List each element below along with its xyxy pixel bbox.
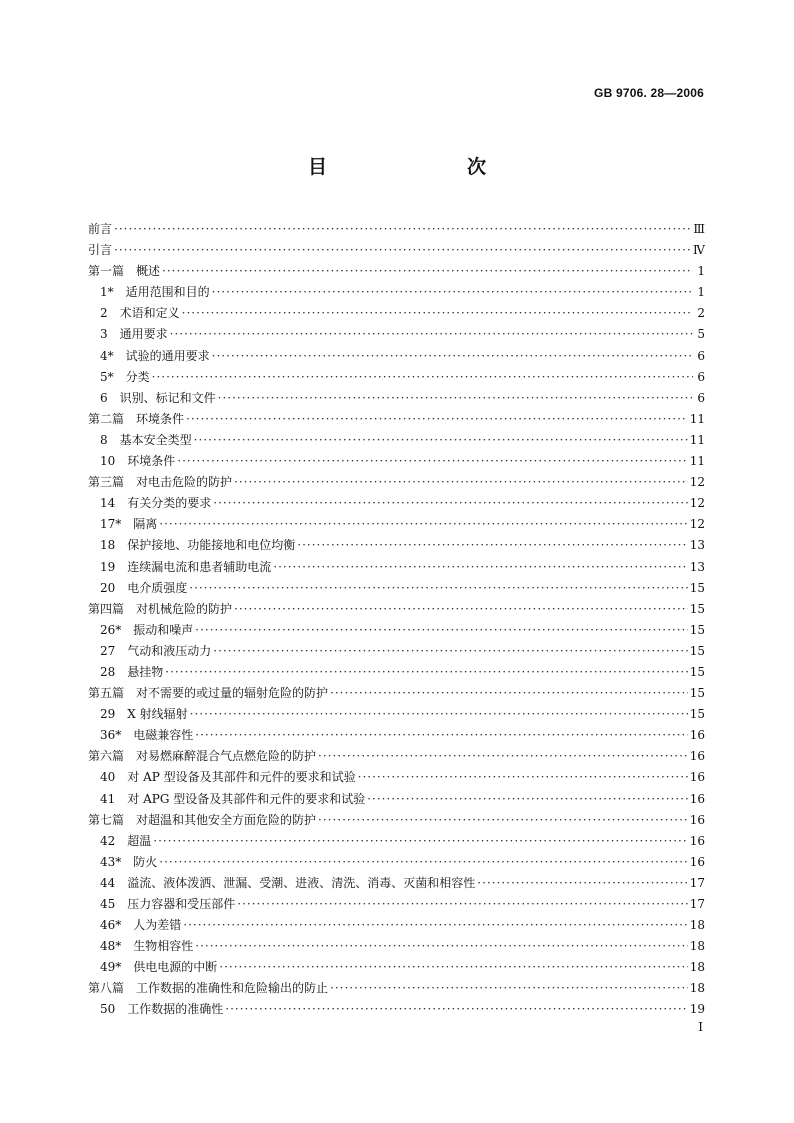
toc-leader-dots <box>189 578 687 599</box>
toc-entry-label: 17* 隔离 <box>100 517 158 532</box>
toc-entry-label: 8 基本安全类型 <box>100 432 192 447</box>
toc-entry-page: 6 <box>697 390 705 405</box>
toc-entry-label: 29 X 射线辐射 <box>100 707 188 722</box>
toc-leader-dots <box>225 999 687 1020</box>
toc-leader-dots <box>318 746 688 767</box>
toc-entry-label: 45 压力容器和受压部件 <box>100 897 236 911</box>
table-of-contents <box>88 219 705 1021</box>
toc-entry-page: 19 <box>689 1002 705 1017</box>
toc-entry-page: 2 <box>697 306 705 321</box>
toc-entry-label: 2 术语和定义 <box>100 306 180 321</box>
toc-entry[interactable] <box>88 894 705 915</box>
toc-entry[interactable] <box>88 704 705 725</box>
toc-leader-dots <box>218 388 693 409</box>
toc-entry-page: 17 <box>689 897 705 911</box>
toc-entry-page: 15 <box>689 580 705 595</box>
toc-entry-page: 18 <box>689 939 705 954</box>
toc-leader-dots <box>297 535 687 556</box>
toc-leader-dots <box>165 662 687 683</box>
toc-entry-page: 17 <box>689 875 705 890</box>
toc-entry[interactable] <box>88 957 705 978</box>
toc-entry[interactable] <box>88 767 705 788</box>
toc-entry-label: 18 保护接地、功能接地和电位均衡 <box>100 538 296 553</box>
toc-leader-dots <box>358 767 688 788</box>
toc-leader-dots <box>159 514 687 535</box>
toc-entry[interactable] <box>88 557 705 578</box>
toc-leader-dots <box>195 620 687 641</box>
toc-entry[interactable] <box>88 535 705 556</box>
toc-entry[interactable] <box>88 303 705 324</box>
toc-leader-dots <box>367 789 687 810</box>
toc-leader-dots <box>477 873 687 894</box>
toc-entry[interactable] <box>88 282 705 303</box>
toc-entry-page: 1 <box>697 264 705 279</box>
toc-entry-page: 6 <box>697 348 705 363</box>
toc-entry[interactable] <box>88 789 705 810</box>
toc-entry[interactable] <box>88 388 705 409</box>
toc-entry-page: 11 <box>689 411 705 426</box>
toc-entry-label: 第七篇 对超温和其他安全方面危险的防护 <box>88 812 317 827</box>
toc-leader-dots <box>234 472 688 493</box>
toc-entry[interactable] <box>88 936 705 957</box>
page-title: 目 次 <box>307 156 520 178</box>
toc-entry[interactable] <box>88 324 705 345</box>
toc-entry[interactable] <box>88 430 705 451</box>
toc-entry[interactable] <box>88 873 705 894</box>
toc-entry-page: 16 <box>689 749 705 764</box>
toc-entry[interactable] <box>88 493 705 514</box>
toc-entry-label: 4* 试验的通用要求 <box>100 348 210 363</box>
toc-entry-label: 1* 适用范围和目的 <box>100 285 210 300</box>
toc-leader-dots <box>186 409 688 430</box>
toc-entry[interactable] <box>88 915 705 936</box>
toc-leader-dots <box>195 725 687 746</box>
toc-entry-label: 第三篇 对电击危险的防护 <box>88 475 233 490</box>
toc-entry-page: 11 <box>689 454 705 469</box>
standard-code: GB 9706. 28—2006 <box>594 86 704 100</box>
toc-entry[interactable] <box>88 999 705 1020</box>
toc-entry[interactable] <box>88 514 705 535</box>
toc-entry[interactable] <box>88 831 705 852</box>
toc-entry-label: 26* 振动和噪声 <box>100 622 194 637</box>
toc-entry-label: 27 气动和液压动力 <box>100 643 212 658</box>
toc-entry-page: 18 <box>689 981 705 996</box>
toc-entry-label: 49* 供电电源的中断 <box>100 960 218 975</box>
toc-entry-page: 13 <box>689 559 705 574</box>
toc-entry-page: 15 <box>689 707 705 722</box>
toc-leader-dots <box>114 240 691 261</box>
toc-entry[interactable] <box>88 810 705 831</box>
toc-leader-dots <box>212 282 693 303</box>
toc-leader-dots <box>177 451 687 472</box>
toc-entry[interactable] <box>88 578 705 599</box>
toc-entry-page: 12 <box>689 496 705 511</box>
toc-entry-label: 14 有关分类的要求 <box>100 496 212 511</box>
toc-entry-page: 16 <box>689 812 705 827</box>
toc-entry-page: Ⅳ <box>693 243 705 258</box>
toc-leader-dots <box>195 936 687 957</box>
toc-leader-dots <box>194 430 688 451</box>
toc-entry-label: 第五篇 对不需要的或过量的辐射危险的防护 <box>88 686 329 701</box>
toc-entry-label: 5* 分类 <box>100 369 150 384</box>
toc-leader-dots <box>114 219 691 240</box>
toc-leader-dots <box>213 493 687 514</box>
toc-entry-page: 15 <box>689 601 705 616</box>
toc-entry[interactable] <box>88 451 705 472</box>
toc-entry-label: 44 溢流、液体泼洒、泄漏、受潮、进液、清洗、消毒、灭菌和相容性 <box>100 875 476 890</box>
toc-entry-page: 12 <box>689 475 705 490</box>
toc-entry[interactable] <box>88 620 705 641</box>
toc-entry-label: 50 工作数据的准确性 <box>100 1002 224 1017</box>
toc-entry-label: 36* 电磁兼容性 <box>100 728 194 743</box>
toc-leader-dots <box>190 704 688 725</box>
toc-entry-label: 43* 防火 <box>100 854 158 869</box>
toc-entry[interactable] <box>88 978 705 999</box>
toc-entry-label: 28 悬挂物 <box>100 664 164 679</box>
toc-leader-dots <box>234 599 688 620</box>
toc-entry-page: 16 <box>689 854 705 869</box>
toc-leader-dots <box>330 978 688 999</box>
toc-leader-dots <box>170 324 693 345</box>
toc-entry-label: 第四篇 对机械危险的防护 <box>88 601 233 616</box>
toc-entry[interactable] <box>88 683 705 704</box>
toc-entry[interactable] <box>88 852 705 873</box>
toc-entry[interactable] <box>88 219 705 240</box>
toc-entry-label: 6 识别、标记和文件 <box>100 390 216 405</box>
toc-entry-page: 16 <box>689 791 705 806</box>
toc-entry[interactable] <box>88 746 705 767</box>
toc-leader-dots <box>237 894 687 915</box>
page-number: I <box>698 1020 703 1034</box>
toc-entry-page: 15 <box>689 664 705 679</box>
toc-entry-page: 16 <box>689 770 705 785</box>
toc-entry-label: 19 连续漏电流和患者辅助电流 <box>100 559 272 574</box>
toc-entry-label: 3 通用要求 <box>100 327 168 342</box>
toc-entry-label: 20 电介质强度 <box>100 580 188 595</box>
toc-leader-dots <box>213 641 687 662</box>
toc-entry-label: 10 环境条件 <box>100 454 176 469</box>
toc-entry-label: 42 超温 <box>100 833 152 848</box>
toc-entry-label: 前言 <box>88 222 113 236</box>
toc-entry-page: 15 <box>689 622 705 637</box>
toc-entry-label: 第二篇 环境条件 <box>88 411 185 426</box>
toc-entry-label: 第一篇 概述 <box>88 264 161 279</box>
toc-entry-page: 6 <box>697 369 705 384</box>
toc-entry[interactable] <box>88 367 705 388</box>
toc-entry-label: 48* 生物相容性 <box>100 939 194 954</box>
toc-entry-page: 1 <box>697 285 705 300</box>
toc-entry-page: 5 <box>697 327 705 342</box>
toc-entry[interactable] <box>88 599 705 620</box>
toc-entry-page: 15 <box>689 686 705 701</box>
toc-entry-label: 41 对 APG 型设备及其部件和元件的要求和试验 <box>100 791 366 806</box>
toc-leader-dots <box>330 683 688 704</box>
toc-entry[interactable] <box>88 409 705 430</box>
toc-entry-page: Ⅲ <box>693 222 705 236</box>
toc-leader-dots <box>273 557 687 578</box>
toc-entry[interactable] <box>88 261 705 282</box>
toc-leader-dots <box>318 810 688 831</box>
toc-entry[interactable] <box>88 641 705 662</box>
toc-entry[interactable] <box>88 346 705 367</box>
toc-entry-label: 第八篇 工作数据的准确性和危险输出的防止 <box>88 981 329 996</box>
toc-leader-dots <box>153 831 687 852</box>
toc-entry-page: 18 <box>689 918 705 933</box>
toc-entry-page: 13 <box>689 538 705 553</box>
toc-entry-page: 15 <box>689 643 705 658</box>
toc-entry-label: 引言 <box>88 243 113 258</box>
toc-entry[interactable] <box>88 240 705 261</box>
toc-leader-dots <box>152 367 693 388</box>
toc-entry-page: 18 <box>689 960 705 975</box>
toc-entry[interactable] <box>88 725 705 746</box>
toc-leader-dots <box>212 346 693 367</box>
toc-entry-label: 第六篇 对易燃麻醉混合气点燃危险的防护 <box>88 749 317 764</box>
toc-entry-page: 12 <box>689 517 705 532</box>
toc-leader-dots <box>183 915 687 936</box>
toc-entry-page: 11 <box>689 432 705 447</box>
toc-entry[interactable] <box>88 472 705 493</box>
toc-entry-page: 16 <box>689 833 705 848</box>
toc-entry-page: 16 <box>689 728 705 743</box>
toc-leader-dots <box>182 303 693 324</box>
toc-entry-label: 46* 人为差错 <box>100 918 182 933</box>
toc-leader-dots <box>159 852 687 873</box>
toc-leader-dots <box>162 261 693 282</box>
toc-entry-label: 40 对 AP 型设备及其部件和元件的要求和试验 <box>100 770 356 785</box>
toc-entry[interactable] <box>88 662 705 683</box>
toc-leader-dots <box>219 957 687 978</box>
